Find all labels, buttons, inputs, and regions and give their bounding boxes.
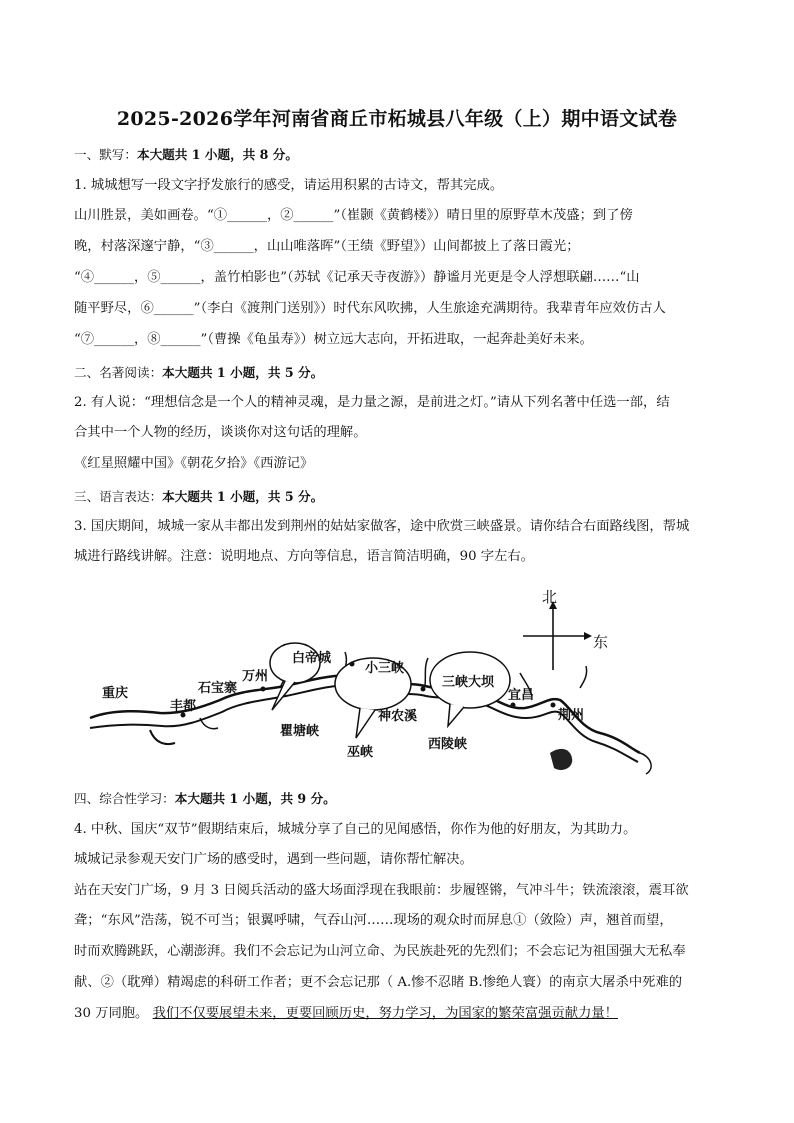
- page-title: 2025-2026学年河南省商丘市柘城县八年级（上）期中语文试卷: [116, 108, 678, 130]
- place-label: 宜昌: [508, 688, 535, 703]
- q1-line: “④______，⑤______，盖竹柏影也”（苏轼《记承天寺夜游》）静谧月光更是令人浮想联翩……“山: [74, 270, 640, 285]
- place-label: 荆州: [558, 708, 585, 723]
- section-4-label: 四、综合性学习：: [74, 791, 175, 806]
- place-label: 小三峡: [365, 661, 405, 676]
- compass: [523, 588, 608, 670]
- q4-last-plain: 30 万同胞。: [74, 1006, 149, 1021]
- place-label: 三峡大坝: [442, 675, 495, 690]
- section-3-desc: 本大题共 1 小题，共 5 分。: [162, 489, 324, 504]
- route-map: [80, 578, 730, 778]
- q2-line: 2. 有人说：“理想信念是一个人的精神灵魂，是力量之源，是前进之灯。”请从下列名著中任选一部，结: [74, 395, 670, 410]
- section-3-label: 三、语言表达：: [74, 489, 163, 504]
- section-2-label: 二、名著阅读：: [74, 365, 163, 380]
- place-label: 石宝寨: [198, 681, 238, 696]
- place-label: 神农溪: [378, 709, 418, 724]
- q4-line: 时而欢腾跳跃，心潮澎湃。我们不会忘记为山河立命、为民族赴死的先烈们；不会忘记为祖国强大无私奉: [74, 944, 686, 959]
- q4-line: 聋；“东风”浩荡，锐不可当；银翼呼啸，气吞山河……现场的观众时而屏息①（敛险）声，翘首而望，: [74, 913, 673, 928]
- section-2-desc: 本大题共 1 小题，共 5 分。: [162, 365, 324, 380]
- section-4-desc: 本大题共 1 小题，共 9 分。: [174, 791, 336, 806]
- place-label: 瞿塘峡: [280, 724, 320, 739]
- q1-line: 随平野尽，⑥______”（李白《渡荆门送别》）时代东风吹拂，人生旅途充满期待。我辈青年应效仿古人: [74, 301, 666, 316]
- q1-line: 1. 城城想写一段文字抒发旅行的感受，请运用积累的古诗文，帮其完成。: [74, 178, 504, 193]
- q1-line: 山川胜景，美如画卷。“①______，②______”（崔颢《黄鹤楼》）晴日里的原野草木茂盛；到了傍: [74, 208, 633, 223]
- place-label: 西陵峡: [428, 737, 468, 752]
- place-label: 白帝城: [292, 651, 332, 666]
- section-4-heading: [74, 792, 734, 806]
- q4-last-line: [74, 1007, 734, 1022]
- place-label: 丰都: [170, 699, 197, 714]
- place-label: 巫峡: [347, 745, 374, 760]
- q4-line: 献、②（耽殚）精竭虑的科研工作者；更不会忘记那（ A.惨不忍睹 B.惨绝人寰）的南京大屠杀中死难的: [74, 975, 683, 990]
- section-2-heading: [74, 366, 734, 380]
- q1-line: “⑦______，⑧______”（曹操《龟虽寿》）树立远大志向，开拓进取，一起奔赴美好未来。: [74, 332, 593, 347]
- east-label: 东: [593, 633, 609, 651]
- q4-line: 城城记录参观天安门广场的感受时，遇到一些问题，请你帮忙解决。: [74, 852, 473, 867]
- section-1-label: 一、默写：: [74, 147, 137, 162]
- north-label: 北: [542, 588, 558, 606]
- q3-line: 3. 国庆期间，城城一家从丰都出发到荆州的姑姑家做客，途中欣赏三峡盛景。请你结合右面路线图，帮城: [74, 519, 690, 534]
- q4-line: 4. 中秋、国庆“双节”假期结束后，城城分享了自己的见闻感悟，你作为他的好朋友，为其助力。: [74, 822, 637, 837]
- place-label: 重庆: [102, 686, 129, 701]
- q1-line: 晚，村落深邃宁静，“③______，山山唯落晖”（王绩《野望》）山间都披上了落日霞光；: [74, 239, 580, 254]
- place-label: 万州: [242, 669, 269, 684]
- q4-line: 站在天安门广场，9 月 3 日阅兵活动的盛大场面浮现在我眼前：步履铿锵，气冲斗牛；铁流滚滚，震耳欲: [74, 883, 689, 898]
- q3-line: 城进行路线讲解。注意：说明地点、方向等信息，语言简洁明确，90 字左右。: [74, 549, 534, 564]
- q4-underlined-sentence: 我们不仅要展望未来，更要回顾历史，努力学习，为国家的繁荣富强贡献力量！: [152, 1006, 618, 1021]
- q2-line: 合其中一个人物的经历，谈谈你对这句话的理解。: [74, 425, 367, 440]
- q2-books: 《红星照耀中国》《朝花夕拾》《西游记》: [74, 456, 314, 471]
- section-3-heading: [74, 490, 734, 504]
- section-1-desc: 本大题共 1 小题，共 8 分。: [136, 147, 298, 162]
- section-1-heading: [74, 148, 734, 162]
